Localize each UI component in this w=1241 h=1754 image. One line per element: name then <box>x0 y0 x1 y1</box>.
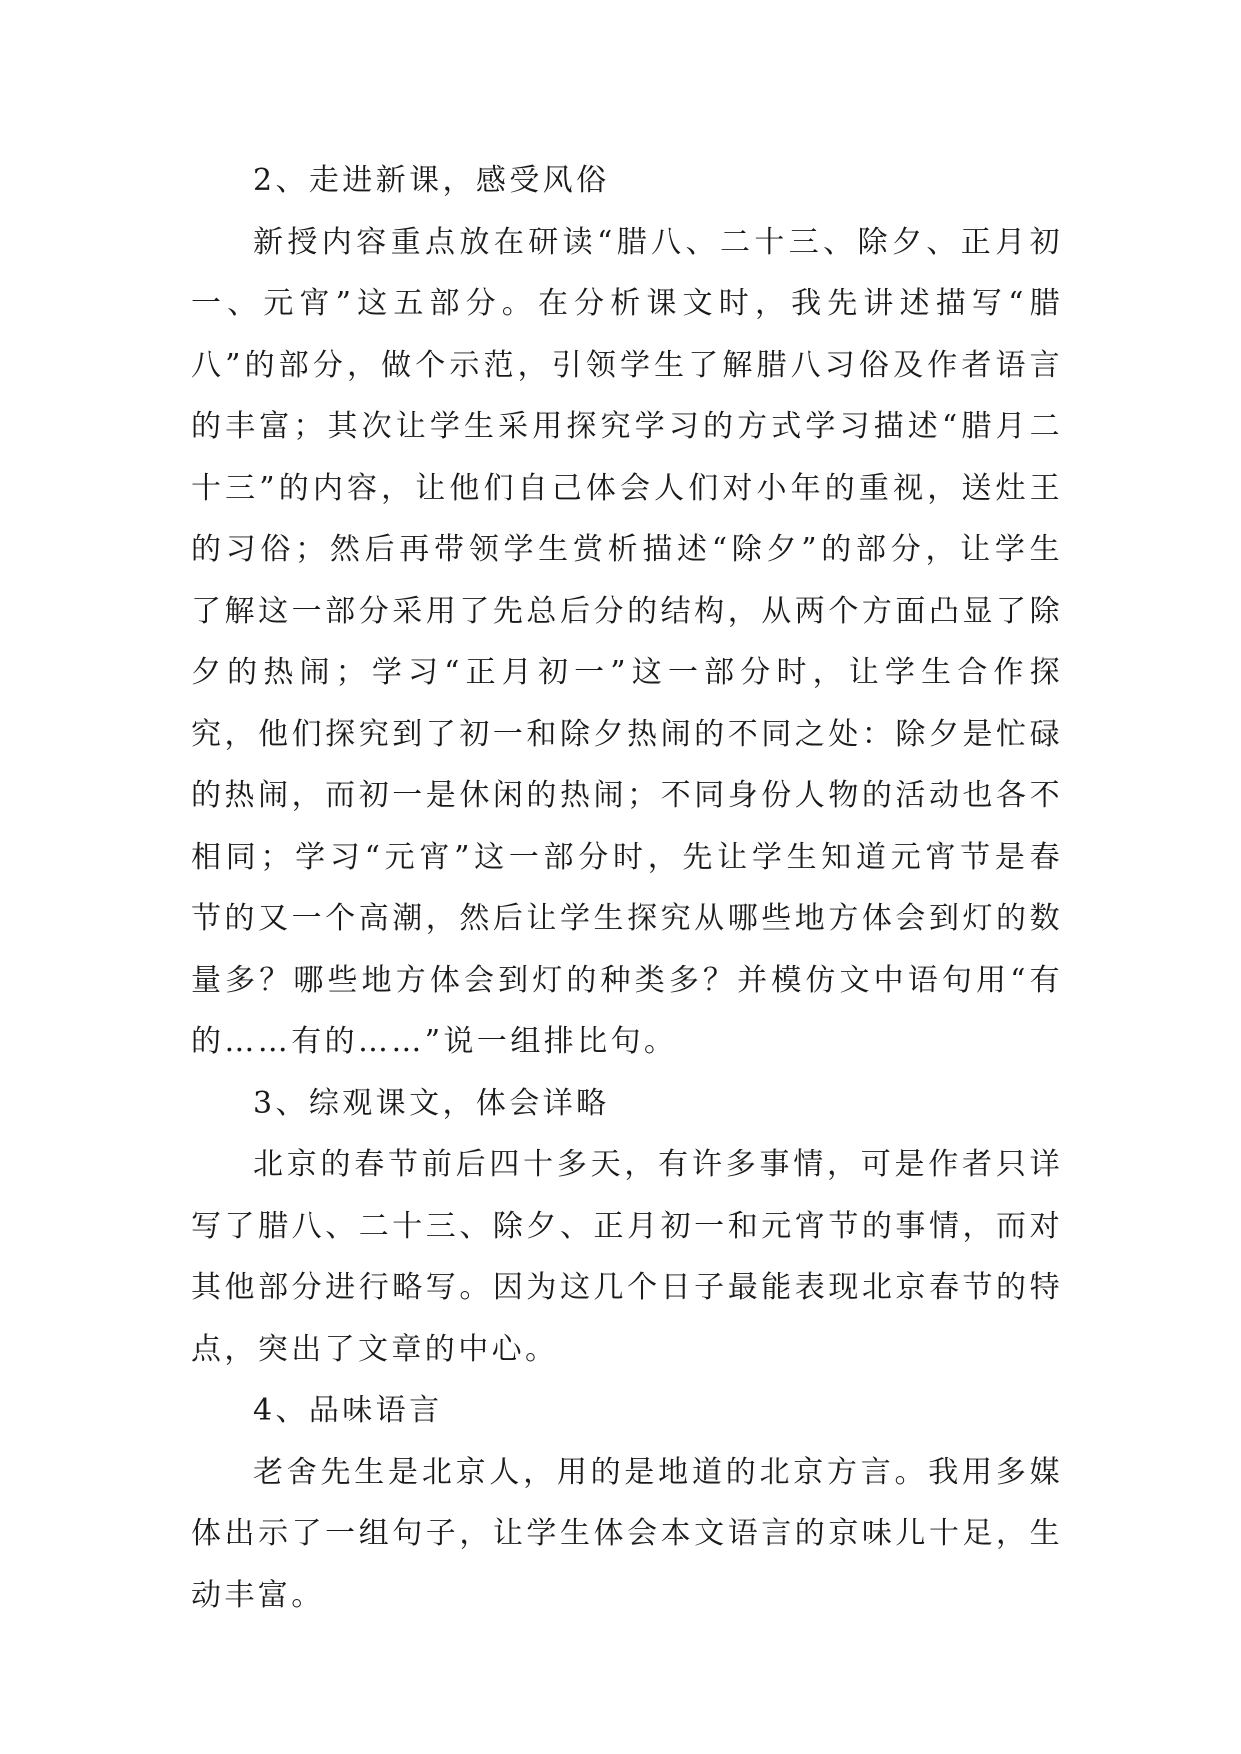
document-body <box>191 150 1063 1626</box>
section-paragraph-4: 老舍先生是北京人，用的是地道的北京方言。我用多媒体出示了一组句子，让学生体会本文语言的京味儿十足，生动丰富。 <box>191 1454 1063 1613</box>
section-heading-2: 2、走进新课，感受风俗 <box>253 163 610 198</box>
section-paragraph-2: 新授内容重点放在研读“腊八、二十三、除夕、正月初一、元宵”这五部分。在分析课文时，我先讲述描写“腊八”的部分，做个示范，引领学生了解腊八习俗及作者语言的丰富；其次让学生采用探究学习的方式学习描述“腊月二十三”的内容，让他们自己体会人们对小年的重视，送灶王的习俗；然后再带领学生赏析描述“除夕”的部分，让学生了解这一部分采用了先总后分的结构，从两个方面凸显了除夕的热闹；学习“正月初一”这一部分时，让学生合作探究，他们探究到了初一和除夕热闹的不同之处：除夕是忙碌的热闹，而初一是休闲的热闹；不同身份人物的活动也各不相同；学习“元宵”这一部分时，先让学生知道元宵节是春节的又一个高潮，然后让学生探究从哪些地方体会到灯的数量多？哪些地方体会到灯的种类多？并模仿文中语句用“有的……有的……”说一组排比句。 <box>191 224 1063 1059</box>
section-paragraph-3: 北京的春节前后四十多天，有许多事情，可是作者只详写了腊八、二十三、除夕、正月初一和元宵节的事情，而对其他部分进行略写。因为这几个日子最能表现北京春节的特点，突出了文章的中心。 <box>191 1147 1063 1367</box>
section-heading-3: 3、综观课文，体会详略 <box>253 1085 610 1121</box>
section-heading-4: 4、品味语言 <box>253 1393 443 1428</box>
